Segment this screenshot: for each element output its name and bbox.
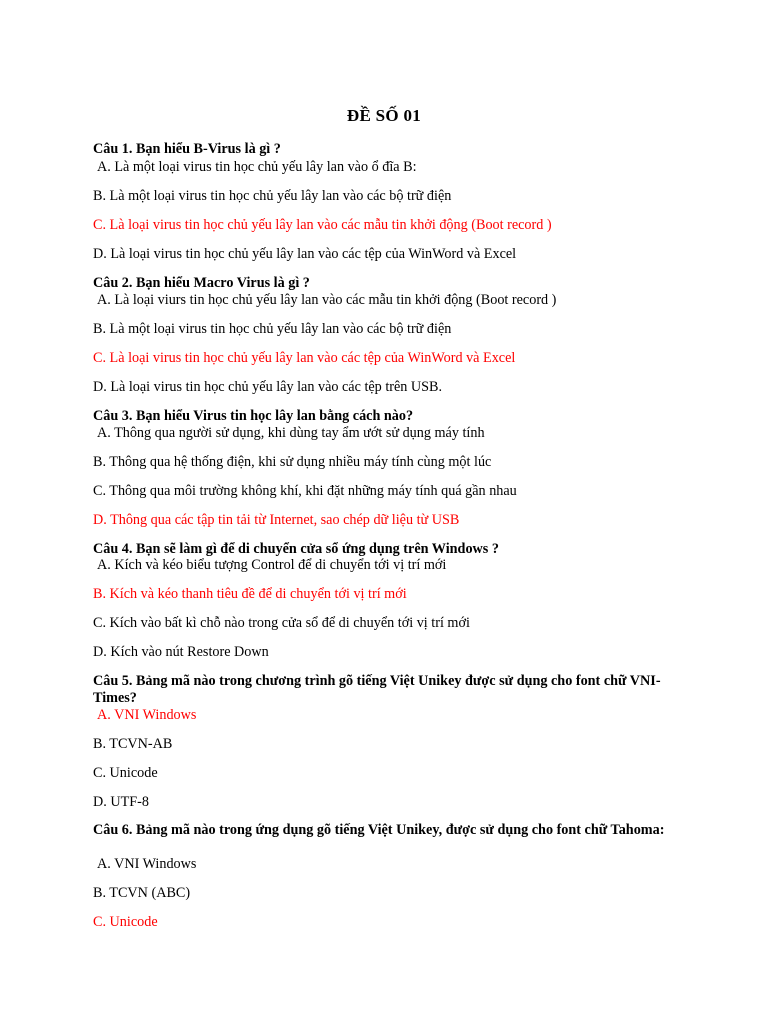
question-5-option-d: D. UTF-8: [93, 794, 149, 810]
question-6-option-b: B. TCVN (ABC): [93, 885, 191, 901]
question-4-option-a: A. Kích và kéo biểu tượng Control để di chuyển tới vị trí mới: [97, 557, 447, 573]
question-6-option-a: A. VNI Windows: [97, 856, 197, 872]
question-2-option-d: D. Là loại virus tin học chủ yếu lây lan vào các tệp trên USB.: [93, 379, 443, 395]
question-4-option-d: D. Kích vào nút Restore Down: [93, 644, 269, 660]
question-3-option-c: C. Thông qua môi trường không khí, khi đặt những máy tính quá gần nhau: [93, 483, 517, 499]
question-4-option-b: B. Kích và kéo thanh tiêu đề để di chuyển tới vị trí mới: [93, 586, 407, 602]
question-5-option-b: B. TCVN-AB: [93, 736, 173, 752]
question-3-option-b: B. Thông qua hệ thống điện, khi sử dụng nhiều máy tính cùng một lúc: [93, 454, 492, 470]
question-5-option-c: C. Unicode: [93, 765, 158, 781]
question-3: Câu 3. Bạn hiểu Virus tin học lây lan bằng cách nào?: [93, 408, 414, 424]
question-1-option-c: C. Là loại virus tin học chủ yếu lây lan vào các mẫu tin khởi động (Boot record ): [93, 217, 552, 233]
question-2-option-b: B. Là một loại virus tin học chủ yếu lây lan vào các bộ trữ điện: [93, 321, 452, 337]
document-title: ĐỀ SỐ 01: [346, 106, 422, 125]
question-3-option-a: A. Thông qua người sử dụng, khi dùng tay ẩm ướt sử dụng máy tính: [97, 425, 485, 441]
question-3-option-d: D. Thông qua các tập tin tải từ Internet, sao chép dữ liệu từ USB: [93, 512, 460, 528]
question-1: Câu 1. Bạn hiểu B-Virus là gì ?: [93, 141, 281, 157]
question-1-option-d: D. Là loại virus tin học chủ yếu lây lan vào các tệp của WinWord và Excel: [93, 246, 517, 262]
question-6-option-c: C. Unicode: [93, 914, 158, 930]
question-4: Câu 4. Bạn sẽ làm gì để di chuyển cửa sổ ứng dụng trên Windows ?: [93, 541, 499, 557]
question-1-option-a: A. Là một loại virus tin học chủ yếu lây lan vào ổ đĩa B:: [97, 159, 417, 175]
question-5-option-a: A. VNI Windows: [97, 707, 197, 723]
question-2-option-c: C. Là loại virus tin học chủ yếu lây lan vào các tệp của WinWord và Excel: [93, 350, 516, 366]
question-5: Câu 5. Bảng mã nào trong chương trình gõ tiếng Việt Unikey được sử dụng cho font chữ VNI-Times?: [93, 673, 661, 706]
question-4-option-c: C. Kích vào bất kì chỗ nào trong cửa sổ để di chuyển tới vị trí mới: [93, 615, 470, 631]
question-6: Câu 6. Bảng mã nào trong ứng dụng gõ tiếng Việt Unikey, được sử dụng cho font chữ Tahoma:: [93, 822, 665, 838]
question-2: Câu 2. Bạn hiểu Macro Virus là gì ?: [93, 275, 310, 291]
question-2-option-a: A. Là loại viurs tin học chủ yếu lây lan vào các mẫu tin khởi động (Boot record ): [97, 292, 557, 308]
question-1-option-b: B. Là một loại virus tin học chủ yếu lây lan vào các bộ trữ điện: [93, 188, 452, 204]
